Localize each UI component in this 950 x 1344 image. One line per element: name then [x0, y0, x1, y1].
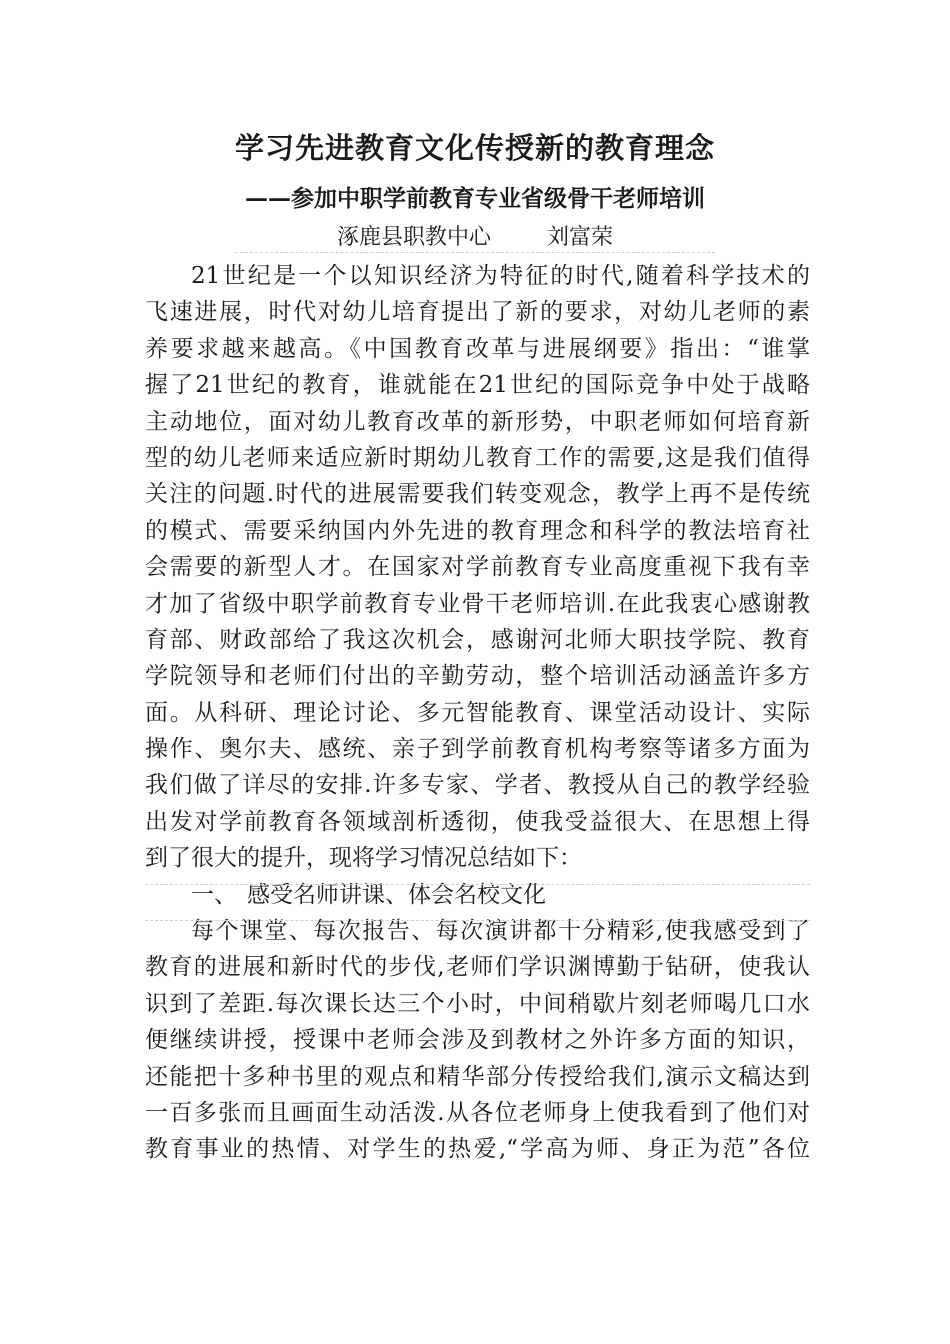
section-line: 便继续讲授，授课中老师会涉及到教材之外许多方面的知识，: [145, 1027, 810, 1054]
section-line: 识到了差距.每次课长达三个小时，中间稍歇片刻老师喝几口水: [145, 990, 810, 1017]
intro-line: 关注的问题.时代的进展需要我们转变观念，教学上再不是传统: [145, 481, 810, 508]
intro-line: 的模式、需要采纳国内外先进的教育理念和科学的教法培育社: [145, 517, 810, 544]
section-title: 感受名师讲课、体会名校文化: [247, 881, 546, 908]
intro-line: 面。从科研、理论讨论、多元智能教育、课堂活动设计、实际: [145, 699, 810, 726]
document-subtitle: ——参加中职学前教育专业省级骨干老师培训: [245, 185, 705, 212]
author-underline: [235, 252, 715, 253]
intro-line: 操作、奥尔夫、感统、亲子到学前教育机构考察等诸多方面为: [145, 736, 810, 763]
intro-line: 到了很大的提升，现将学习情况总结如下：: [145, 845, 582, 872]
section-number: 一、: [191, 881, 237, 908]
section-heading: [145, 877, 810, 913]
intro-line: 出发对学前教育各领域剖析透彻，使我受益很大、在思想上得: [145, 808, 810, 835]
intro-line: 会需要的新型人才。在国家对学前教育专业高度重视下我有幸: [145, 554, 810, 581]
section-line: 教育的进展和新时代的步伐,老师们学识渊博勤于钻研，使我认: [145, 954, 810, 981]
intro-line: 学院领导和老师们付出的辛勤劳动，整个培训活动涵盖许多方: [145, 663, 810, 690]
intro-line: 育部、财政部给了我这次机会，感谢河北师大职技学院、教育: [145, 626, 810, 653]
intro-line: 握了21世纪的教育，谁就能在21世纪的国际竞争中处于战略: [145, 372, 810, 399]
section-divider-top: [145, 884, 810, 885]
intro-line: 型的幼儿老师来适应新时期幼儿教育工作的需要,这是我们值得: [145, 444, 810, 471]
author-line: [0, 222, 950, 254]
section-divider-bottom: [145, 920, 810, 921]
section-line: 还能把十多种书里的观点和精华部分传授给我们,演示文稿达到: [145, 1063, 810, 1090]
author-organization: 涿鹿县职教中心: [336, 225, 491, 250]
section-line: 每个课堂、每次报告、每次演讲都十分精彩,使我感受到了: [191, 918, 810, 945]
author-name: 刘富荣: [547, 225, 614, 250]
intro-line: 飞速进展，时代对幼儿培育提出了新的要求，对幼儿老师的素: [145, 299, 810, 326]
intro-line: 养要求越来越高。《中国教育改革与进展纲要》指出：“谁掌: [145, 335, 810, 362]
intro-line: 主动地位，面对幼儿教育改革的新形势，中职老师如何培育新: [145, 408, 810, 435]
intro-line: 才加了省级中职学前教育专业骨干老师培训.在此我衷心感谢教: [145, 590, 810, 617]
intro-line: 我们做了详尽的安排.许多专家、学者、教授从自己的教学经验: [145, 772, 810, 799]
section-line: 一百多张而且画面生动活泼.从各位老师身上使我看到了他们对: [145, 1099, 810, 1126]
body-text: [145, 258, 810, 1168]
document-title: 学习先进教育文化传授新的教育理念: [234, 131, 715, 165]
intro-line: 21世纪是一个以知识经济为特征的时代,随着科学技术的: [191, 263, 810, 289]
section-line: 教育事业的热情、对学生的热爱,“学高为师、身正为范”各位: [145, 1136, 810, 1163]
